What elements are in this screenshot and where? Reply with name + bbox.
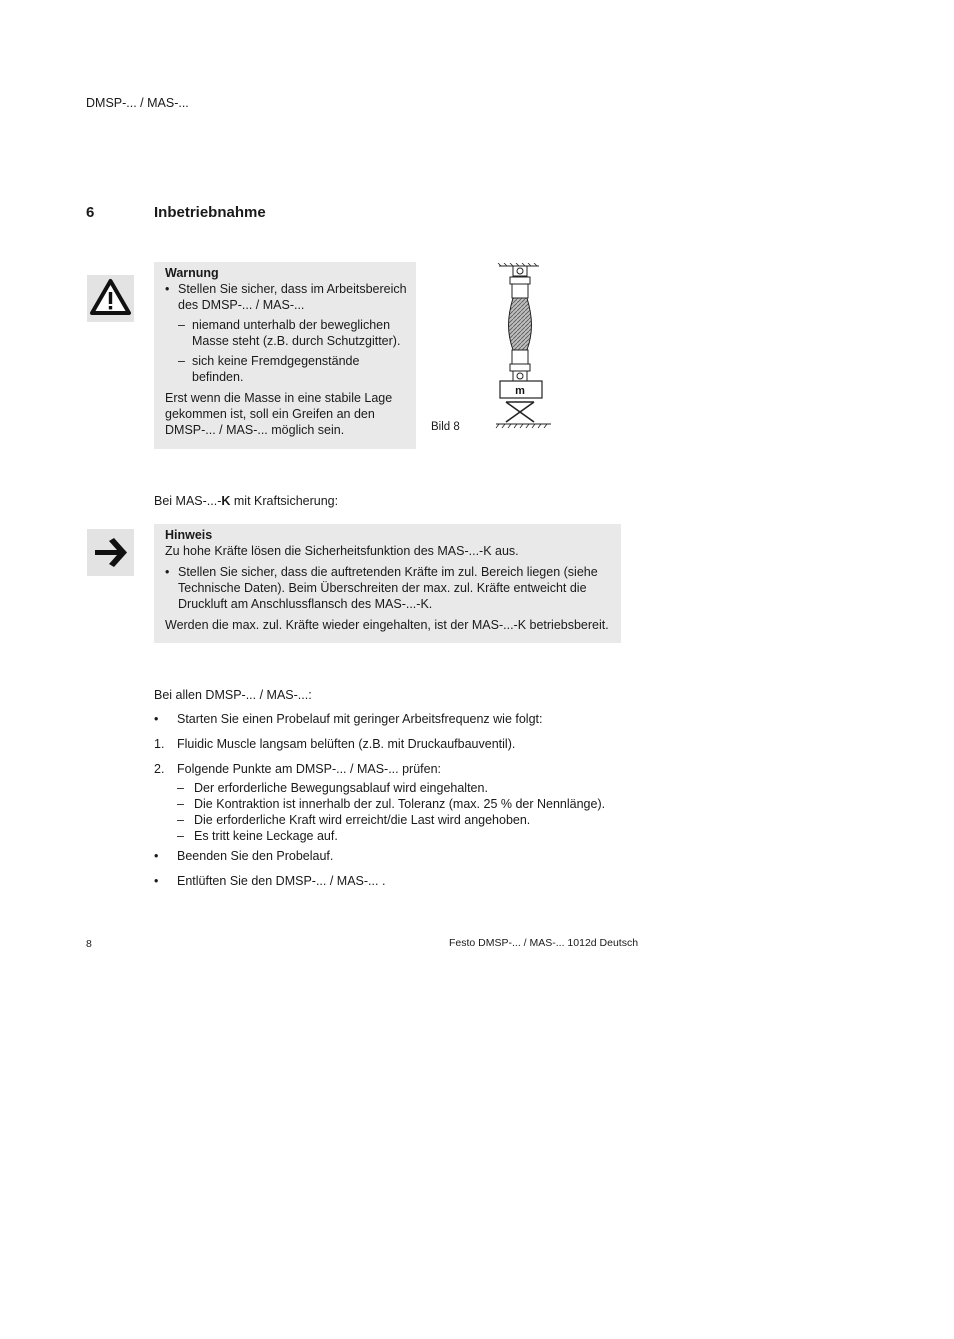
- warning-bullet: • Stellen Sie sicher, dass im Arbeitsbereich des DMSP-... / MAS-...: [165, 281, 408, 313]
- warning-closing: Erst wenn die Masse in eine stabile Lage gekommen ist, soll ein Greifen an den DMSP-... / MAS-... möglich sein.: [165, 391, 393, 437]
- all-intro: Bei allen DMSP-... / MAS-...:: [154, 688, 312, 702]
- warning-dash-item: – sich keine Fremdgegenstände befinden.: [165, 353, 408, 385]
- note-bullet: • Stellen Sie sicher, dass die auftretenden Kräfte im zul. Bereich liegen (siehe Technische Daten). Beim Überschreiten der max. zul. Kräfte entweicht die Druckluft am Anschlussflansch des MAS-...-K.: [165, 564, 613, 612]
- mass-label: m: [515, 385, 525, 397]
- force-intro-rest: mit Kraftsicherung:: [230, 494, 339, 508]
- list-marker: 2.: [154, 762, 165, 776]
- sub-list-item: – Die erforderliche Kraft wird erreicht/die Last wird angehoben.: [177, 812, 624, 828]
- list-item: [154, 848, 624, 864]
- sub-list: [177, 780, 624, 844]
- warning-dash-item: – niemand unterhalb der beweglichen Masse steht (z.B. durch Schutzgitter).: [165, 317, 408, 349]
- section-number: 6: [86, 204, 95, 221]
- force-intro: [154, 493, 338, 509]
- note-closing: Werden die max. zul. Kräfte wieder eingehalten, ist der MAS-...-K betriebsbereit.: [165, 618, 609, 632]
- list-marker: •: [154, 849, 159, 863]
- list-marker: •: [154, 874, 159, 888]
- list-text: Folgende Punkte am DMSP-... / MAS-... prüfen:: [177, 762, 441, 776]
- warning-box: [154, 262, 416, 449]
- list-item: [154, 873, 624, 889]
- figure-caption: Bild 8: [431, 421, 460, 433]
- list-item: [154, 761, 624, 844]
- force-intro-text: Bei MAS-...-: [154, 494, 222, 508]
- page-number: 8: [86, 938, 92, 950]
- sub-list-item: – Die Kontraktion ist innerhalb der zul. Toleranz (max. 25 % der Nennlänge).: [177, 796, 624, 812]
- muscle-mass-diagram: [493, 263, 555, 431]
- note-line: Zu hohe Kräfte lösen die Sicherheitsfunktion des MAS-...-K aus.: [165, 544, 519, 558]
- list-text: Fluidic Muscle langsam belüften (z.B. mit Druckaufbauventil).: [177, 737, 516, 751]
- list-marker: •: [154, 712, 159, 726]
- section-title: Inbetriebnahme: [154, 204, 266, 221]
- list-marker: 1.: [154, 737, 165, 751]
- running-header: DMSP-... / MAS-...: [86, 96, 189, 110]
- sub-list-item: – Der erforderliche Bewegungsablauf wird eingehalten.: [177, 780, 624, 796]
- list-item: [154, 736, 624, 752]
- warning-triangle-icon: [87, 275, 134, 322]
- list-text: Entlüften Sie den DMSP-... / MAS-... .: [177, 874, 386, 888]
- arrow-right-icon: [87, 529, 134, 576]
- sub-list-item: – Es tritt keine Leckage auf.: [177, 828, 624, 844]
- list-item: [154, 711, 624, 727]
- warning-title: Warnung: [165, 266, 219, 280]
- list-text: Starten Sie einen Probelauf mit geringer Arbeitsfrequenz wie folgt:: [177, 712, 543, 726]
- note-title: Hinweis: [165, 528, 213, 542]
- footer-doc-id: Festo DMSP-... / MAS-... 1012d Deutsch: [449, 937, 639, 949]
- force-intro-bold: K: [221, 494, 231, 508]
- note-box: [154, 524, 621, 643]
- procedure-list: [154, 711, 624, 898]
- list-text: Beenden Sie den Probelauf.: [177, 849, 334, 863]
